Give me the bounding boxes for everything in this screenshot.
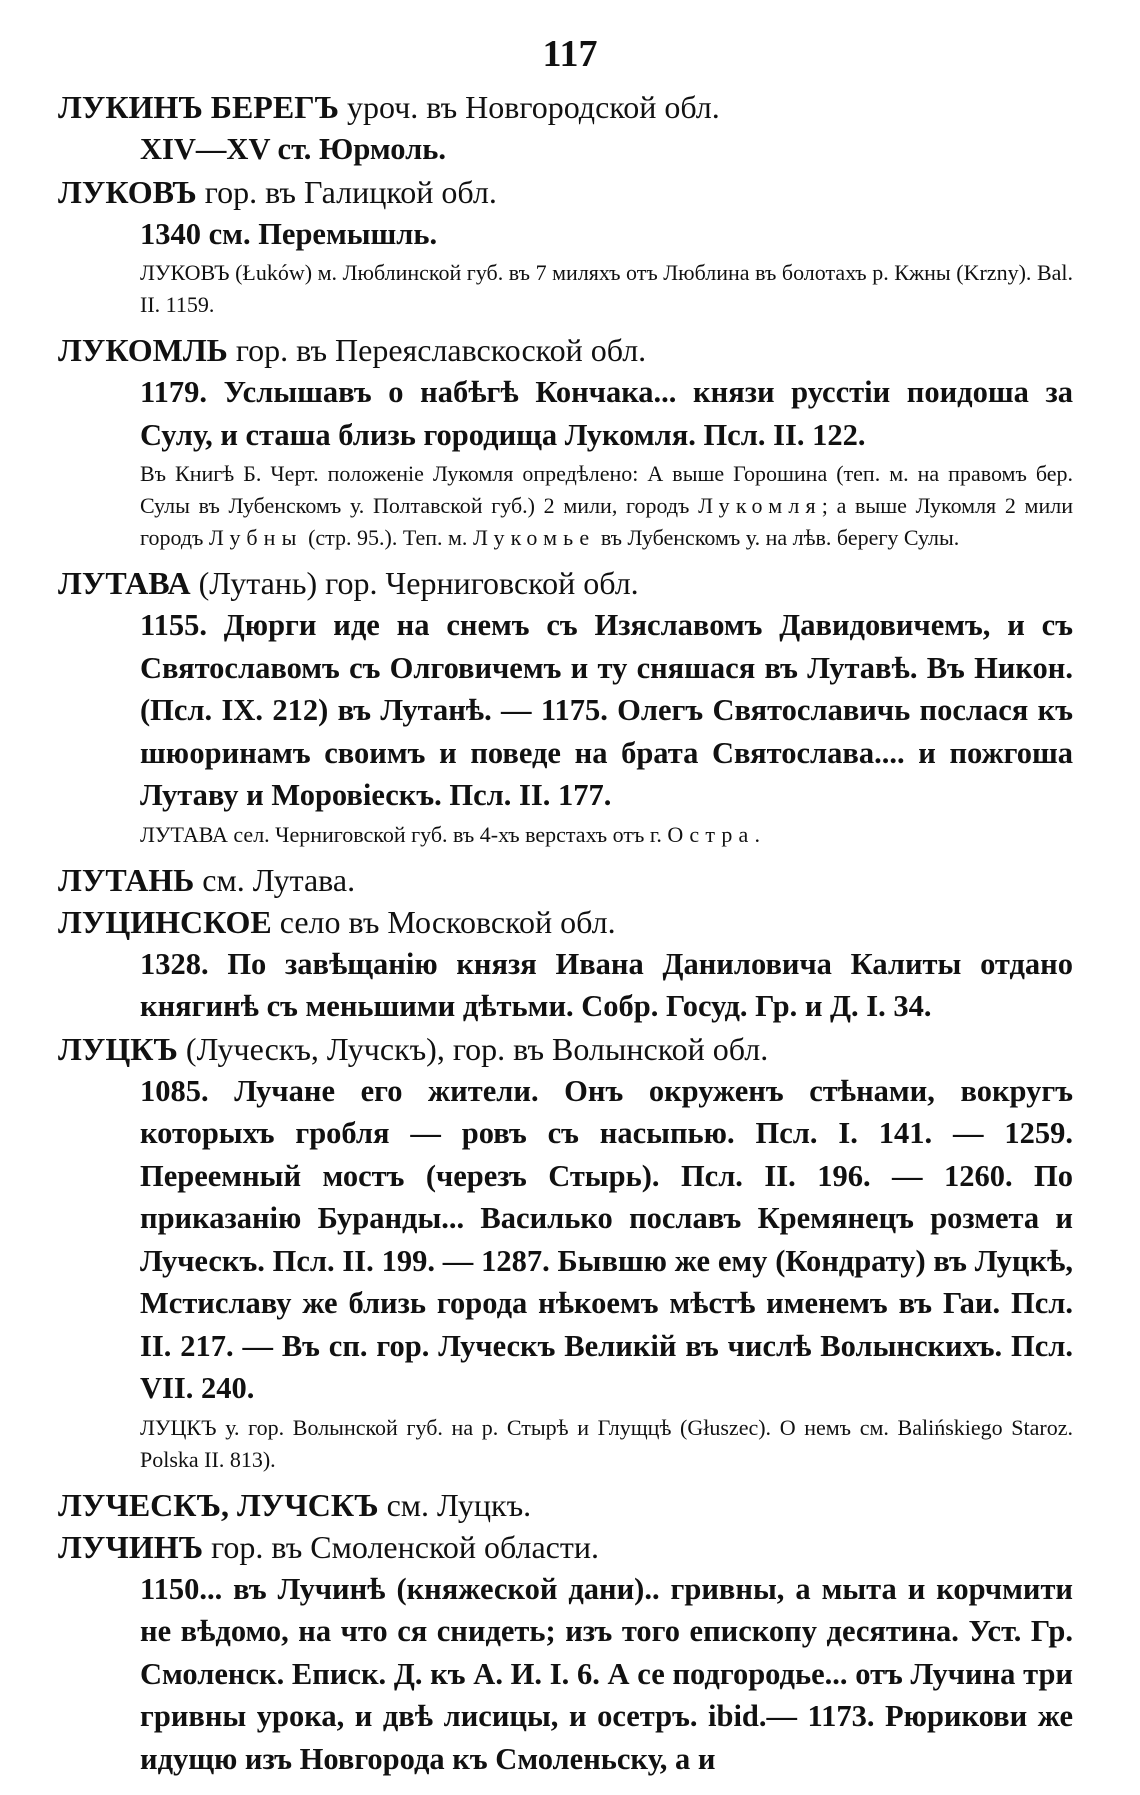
entry-lutava: [58, 562, 1073, 851]
note-part: ЛУТАВА сел. Черниговской губ. въ 4-хъ верстахъ отъ г.: [140, 821, 668, 847]
note-part: (стр. 95.). Теп. м.: [302, 525, 473, 550]
entry-citation: [140, 128, 1073, 171]
citation-year: 1328.: [140, 946, 209, 981]
note-spaced-word: Остра.: [667, 821, 767, 847]
entry-heading: [58, 329, 1073, 371]
citation-text: Лучане его жители. Онъ окруженъ стѣнами, вокругъ которыхъ гробля — ровъ съ насыпью. Псл. I. 141. — 1259. Переемный мостъ (черезъ Стырь). Псл. II. 196. — 1260. По приказанію Буранды... Василько пославъ Кремянецъ розмета и Луческъ. Псл. II. 199. — 1287. Бывшю же ему (Кондрату) въ Луцкѣ, Мстиславу же близь города нѣкоемъ мѣстѣ именемъ въ Гаи. Псл. II. 217. — Въ сп. гор. Луческъ Великій въ числѣ Волынскихъ. Псл. VII. 240.: [140, 1073, 1073, 1405]
entry-lucinskoe: [58, 901, 1073, 1028]
note-part: въ Лубенскомъ у. на лѣв. берегу Сулы.: [595, 525, 960, 550]
entry-headword: ЛУЧЕСКЪ, ЛУЧСКЪ: [58, 1486, 379, 1523]
entry-lukoml: [58, 329, 1073, 554]
entry-citation: [140, 943, 1073, 1028]
entry-lutan: [58, 859, 1073, 901]
citation-text: XIV—XV ст. Юрмоль.: [140, 132, 446, 166]
entry-citation: [140, 1568, 1073, 1781]
citation-text: Услышавъ о набѣгѣ Кончака... князи русстіи поидоша за Сулу, и сташа близь городища Лукомля. Псл. II. 122.: [140, 375, 1073, 452]
entry-heading: [58, 86, 1073, 128]
entry-description: (Лутань) гор. Черниговской обл.: [190, 565, 639, 601]
citation-year: 1085.: [140, 1073, 209, 1108]
entry-description: гор. въ Галицкой обл.: [196, 173, 497, 210]
entry-description: село въ Московской обл.: [271, 903, 616, 940]
citation-text: ... въ Лучинѣ (княжеской дани).. гривны, а мыта и корчмити не вѣдомо, на что ся снидеть; изъ того епископу десятина. Уст. Гр. Смоленск. Еписк. Д. къ А. И. I. 6. А се подгородье... отъ Лучина три гривны урока, и двѣ лисицы, и осетръ. ibid.— 1173. Рюрикови же идущю изъ Новгорода къ Смоленьску, а и: [140, 1571, 1073, 1776]
entry-headword: ЛУТАВА: [58, 565, 191, 601]
citation-text: см. Перемышль.: [201, 216, 438, 251]
note-spaced-word: Лукомля: [698, 493, 822, 518]
note-spaced-word: Лукомье: [472, 525, 596, 550]
entry-citation: [140, 1070, 1073, 1410]
entry-headword: ЛУКОВЪ: [58, 173, 197, 210]
entry-note: [140, 819, 1073, 851]
entry-description: уроч. въ Новгородской обл.: [339, 89, 720, 125]
note-part: ; а выше Лукомля 2 мили городъ: [140, 493, 1074, 550]
entry-description: см. Лутава.: [194, 861, 356, 898]
entry-citation: [140, 604, 1073, 817]
citation-year: 1150: [140, 1571, 200, 1606]
entry-heading: [58, 1484, 1073, 1526]
entry-headword: ЛУЦИНСКОЕ: [58, 903, 272, 940]
entry-heading: [58, 1526, 1073, 1568]
entry-note: ЛУЦКЪ у. гор. Волынской губ. на р. Стырѣ и Глущцѣ (Głuszec). О немъ см. Balińskiego Staroz. Polska II. 813).: [140, 1414, 1073, 1472]
dictionary-content: [58, 86, 1073, 1780]
entry-note: [140, 458, 1073, 554]
entry-description: гор. въ Смоленской области.: [203, 1528, 599, 1565]
entry-description: гор. въ Переяславскоской обл.: [227, 332, 647, 368]
entry-heading: [58, 859, 1073, 901]
entry-luchin: [58, 1526, 1073, 1781]
citation-year: 1179.: [140, 375, 207, 409]
entry-headword: ЛУКОМЛЬ: [58, 332, 228, 368]
citation-text: По завѣщанію князя Ивана Даниловича Калиты отдано княгинѣ съ меньшими дѣтьми. Собр. Госуд. Гр. и Д. I. 34.: [140, 946, 1073, 1023]
entry-headword: ЛУЧИНЪ: [58, 1528, 204, 1565]
entry-citation: [140, 213, 1073, 256]
entry-heading: [58, 1028, 1073, 1070]
note-part: Въ Книгѣ Б. Черт. положеніе Лукомля опредѣлено: А выше Горошина (теп. м. на правомъ бер. Сулы въ Лубенскомъ у. Полтавской губ.) 2 мили, городъ: [140, 461, 1073, 518]
citation-year: 1340: [140, 216, 201, 251]
entry-citation: [140, 371, 1073, 456]
citation-year: 1155.: [140, 608, 207, 642]
page-number: 117: [542, 33, 598, 75]
entry-heading: [58, 901, 1073, 943]
entry-lukov: [58, 171, 1073, 322]
entry-note: ЛУКОВЪ (Łuków) м. Люблинской губ. въ 7 миляхъ отъ Люблина въ болотахъ р. Кжны (Krzny). Bal. II. 1159.: [140, 260, 1073, 317]
entry-luchesk: [58, 1484, 1073, 1526]
entry-lukin-bereg: [58, 86, 1073, 171]
entry-description: (Луческъ, Лучскъ), гор. въ Волынской обл.: [177, 1030, 769, 1067]
entry-heading: [58, 171, 1073, 213]
entry-heading: [58, 562, 1073, 604]
entry-headword: ЛУЦКЪ: [58, 1030, 178, 1067]
entry-luck: [58, 1028, 1073, 1476]
note-spaced-word: Лубны: [208, 525, 303, 550]
entry-headword: ЛУКИНЪ БЕРЕГЪ: [58, 89, 340, 125]
entry-headword: ЛУТАНЬ: [58, 861, 195, 898]
entry-description: см. Луцкъ.: [378, 1486, 532, 1523]
citation-text: Дюрги иде на снемъ съ Изяславомъ Давидовичемъ, и съ Святославомъ съ Олговичемъ и ту сняшася въ Лутавѣ. Въ Никон. (Псл. IX. 212) въ Лутанѣ. — 1175. Олегъ Святославичь послася къ шюоринамъ своимъ и поведе на брата Святослава.... и пожгоша Лутаву и Моровіескъ. Псл. II. 177.: [140, 608, 1073, 812]
